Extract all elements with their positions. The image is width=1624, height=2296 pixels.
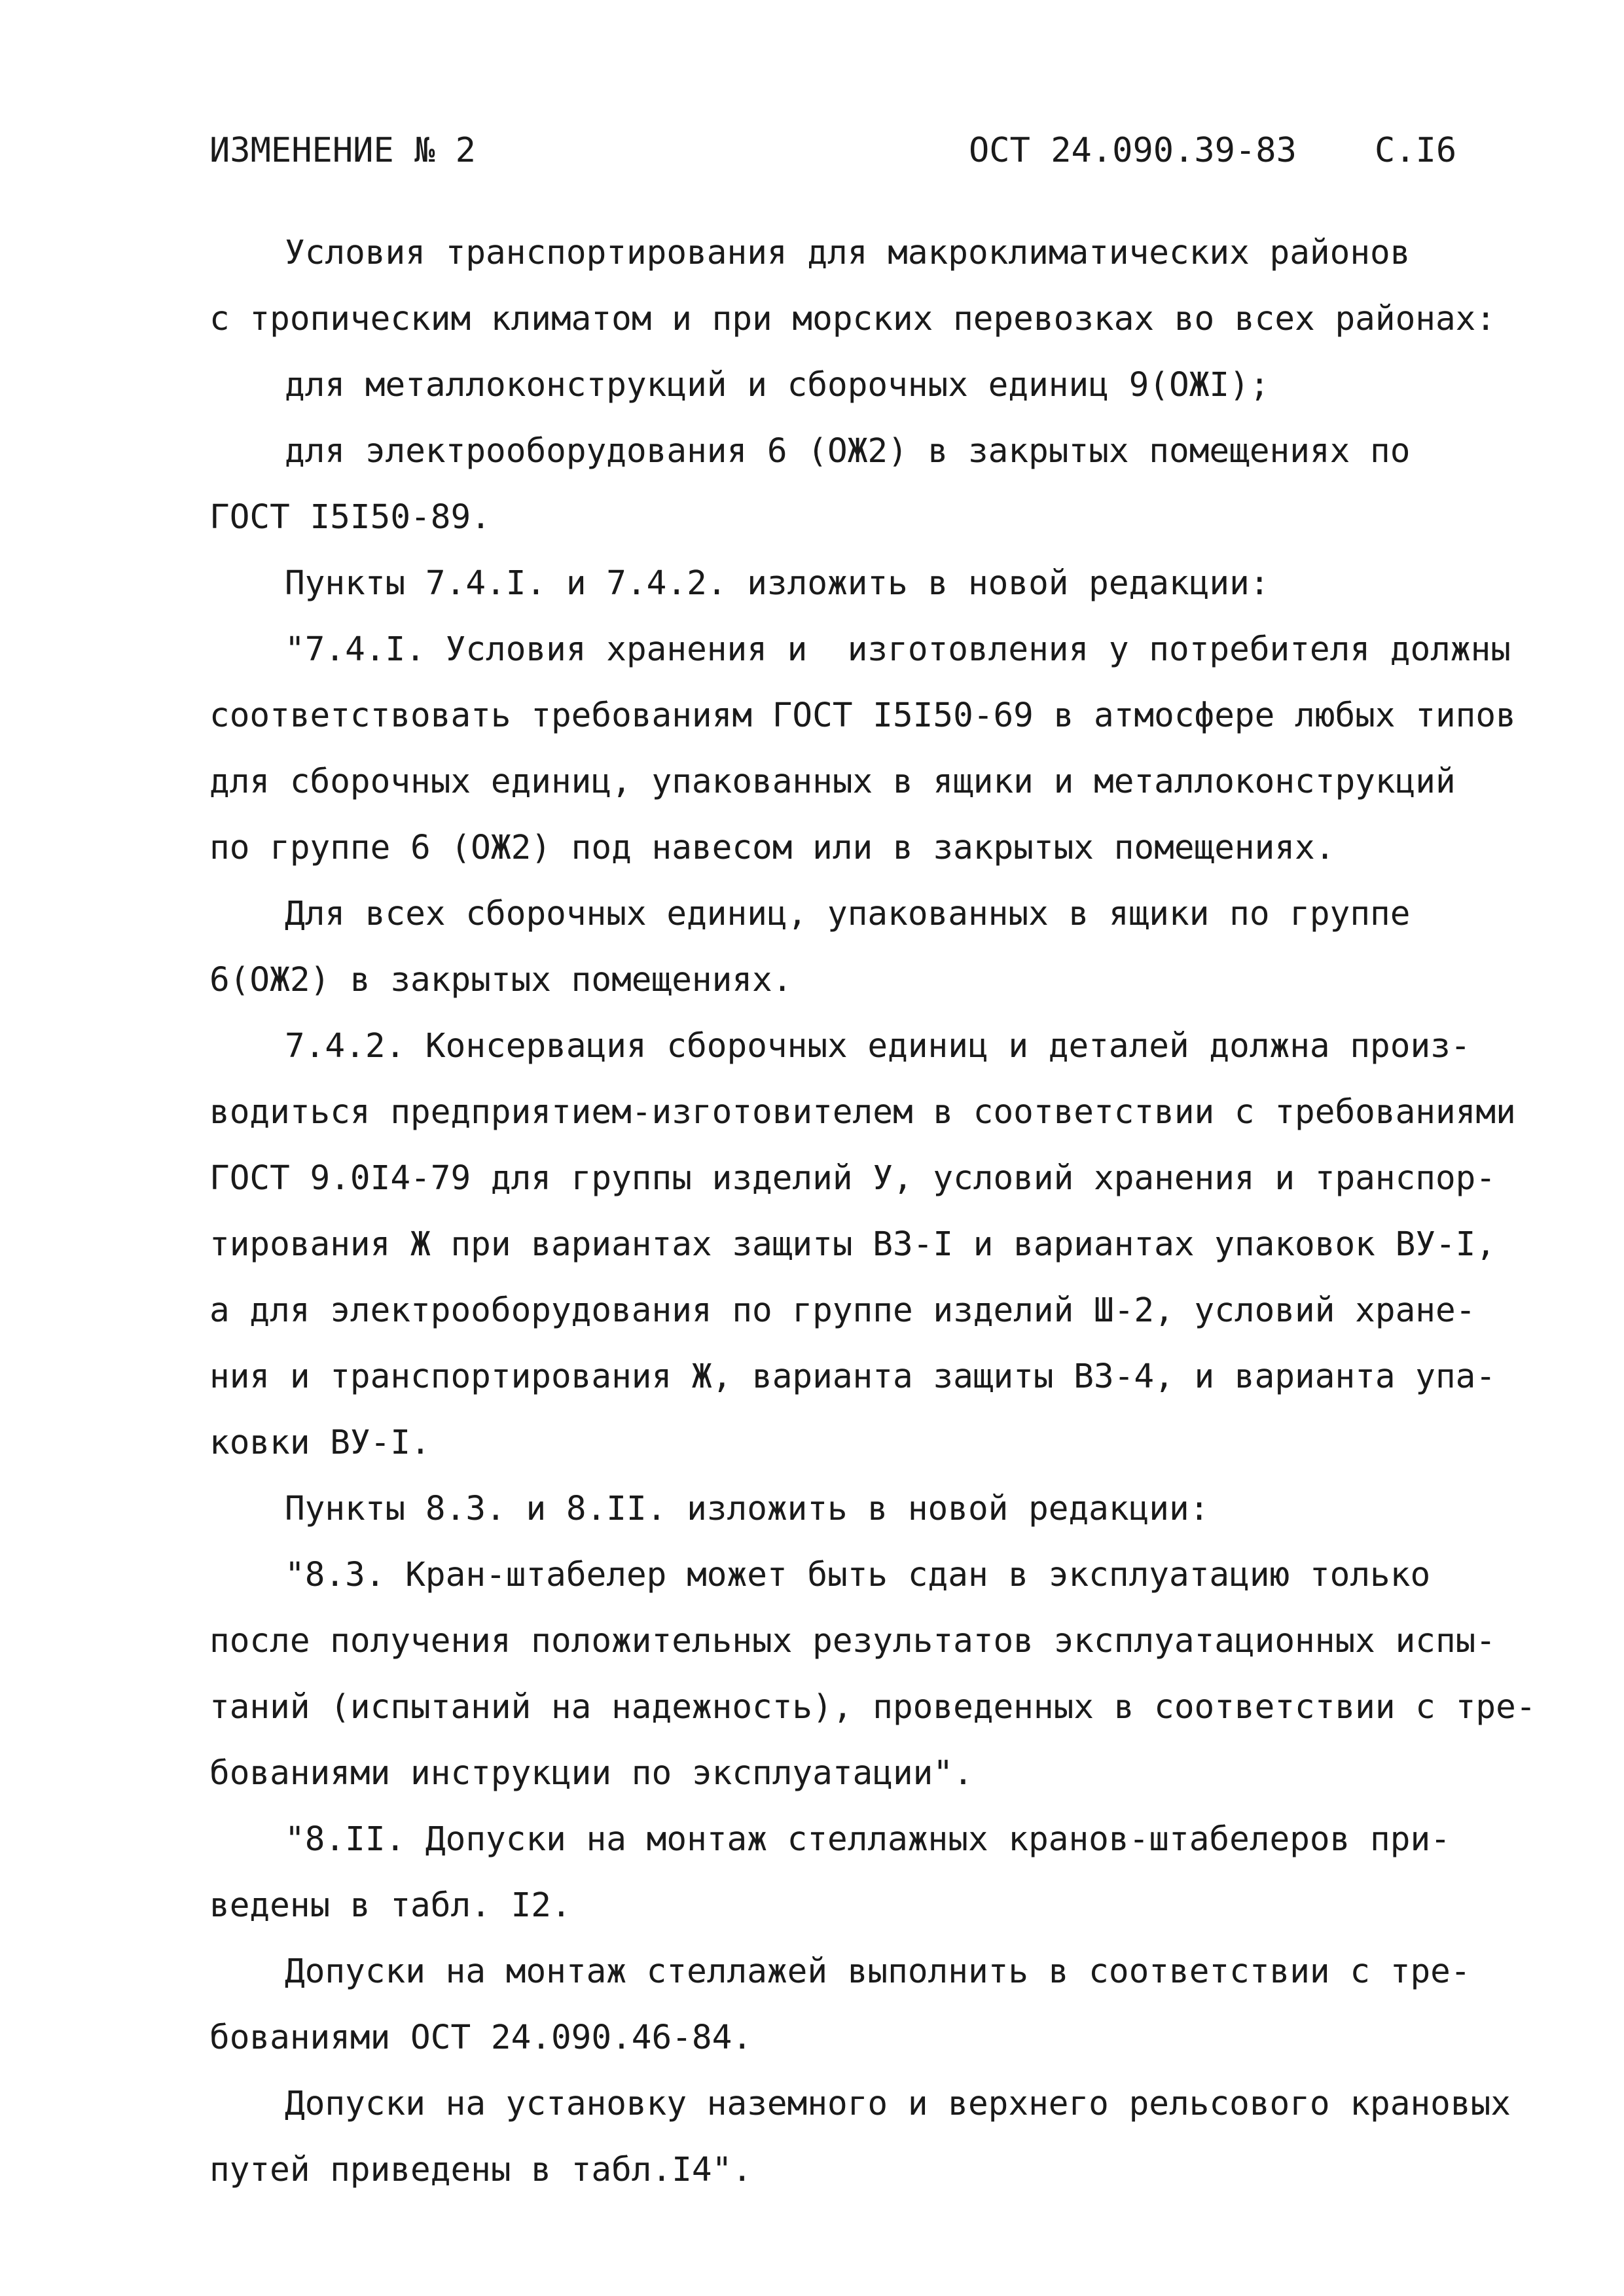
text-line: Допуски на монтаж стеллажей выполнить в соответствии с тре- xyxy=(285,1952,1471,1991)
text-line: водиться предприятием-изготовителем в соответствии с требованиями xyxy=(209,1093,1516,1132)
text-line: после получения положительных результатов эксплуатационных испы- xyxy=(209,1622,1496,1660)
text-line: соответствовать требованиям ГОСТ I5I50-69 в атмосфере любых типов xyxy=(209,696,1516,735)
text-line: ГОСТ I5I50-89. xyxy=(209,498,491,537)
text-line: для сборочных единиц, упакованных в ящики и металлоконструкций xyxy=(209,762,1456,801)
text-line: ГОСТ 9.0I4-79 для группы изделий У, условий хранения и транспор- xyxy=(209,1159,1496,1198)
text-line: Для всех сборочных единиц, упакованных в ящики по группе xyxy=(285,895,1411,933)
text-line: таний (испытаний на надежность), проведенных в соответствии с тре- xyxy=(209,1688,1536,1727)
text-line: "8.3. Кран-штабелер может быть сдан в эксплуатацию только xyxy=(285,1556,1431,1594)
text-line: Условия транспортирования для макроклиматических районов xyxy=(285,234,1411,272)
text-line: Допуски на установку наземного и верхнего рельсового крановых xyxy=(285,2085,1511,2123)
text-line: тирования Ж при вариантах защиты ВЗ-I и вариантах упаковок ВУ-I, xyxy=(209,1225,1496,1264)
text-line: путей приведены в табл.I4". xyxy=(209,2151,753,2189)
text-line: по группе 6 (ОЖ2) под навесом или в закрытых помещениях. xyxy=(209,829,1335,867)
text-line: ведены в табл. I2. xyxy=(209,1886,571,1925)
document-code: ОСТ 24.090.39-83 xyxy=(969,131,1297,170)
document-body xyxy=(209,220,1536,2203)
text-line: для электрооборудования 6 (ОЖ2) в закрытых помещениях по xyxy=(285,432,1411,471)
text-line: а для электрооборудования по группе изделий Ш-2, условий хране- xyxy=(209,1291,1476,1330)
text-line: 7.4.2. Консервация сборочных единиц и деталей должна произ- xyxy=(285,1027,1471,1066)
text-line: ковки ВУ-I. xyxy=(209,1424,431,1462)
text-line: "8.II. Допуски на монтаж стеллажных кранов-штабелеров при- xyxy=(285,1820,1451,1859)
text-line: 6(ОЖ2) в закрытых помещениях. xyxy=(209,961,793,999)
text-line: Пункты 7.4.I. и 7.4.2. изложить в новой редакции: xyxy=(285,564,1270,603)
text-line: ния и транспортирования Ж, варианта защиты ВЗ-4, и варианта упа- xyxy=(209,1357,1496,1396)
text-line: Пункты 8.3. и 8.II. изложить в новой редакции: xyxy=(285,1490,1210,1528)
text-line: "7.4.I. Условия хранения и изготовления у потребителя должны xyxy=(285,630,1511,669)
page-number: С.I6 xyxy=(1375,131,1457,170)
page-header xyxy=(209,124,1467,177)
text-line: бованиями ОСТ 24.090.46-84. xyxy=(209,2018,753,2057)
text-line: с тропическим климатом и при морских перевозках во всех районах: xyxy=(209,300,1496,338)
text-line: бованиями инструкции по эксплуатации". xyxy=(209,1754,973,1793)
change-number: ИЗМЕНЕНИЕ № 2 xyxy=(209,131,476,170)
text-line: для металлоконструкций и сборочных единиц 9(ОЖI); xyxy=(285,366,1270,404)
